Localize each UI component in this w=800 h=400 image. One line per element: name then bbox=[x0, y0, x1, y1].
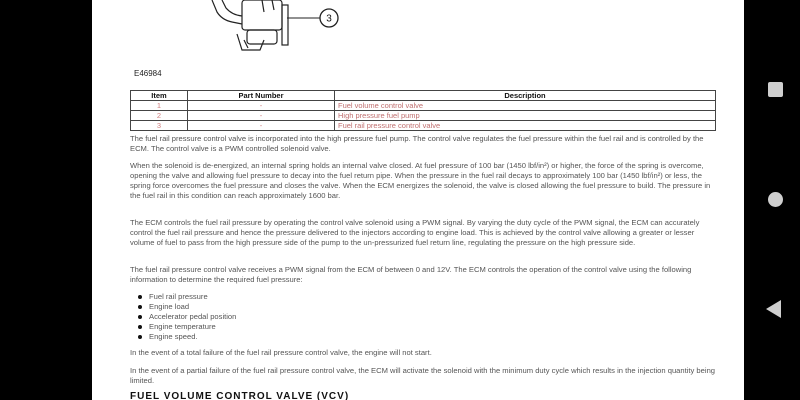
column-header-part-number: Part Number bbox=[188, 91, 335, 101]
list-item bbox=[130, 292, 236, 302]
back-icon[interactable] bbox=[766, 300, 781, 318]
column-header-description: Description bbox=[335, 91, 716, 101]
list-item bbox=[130, 312, 236, 322]
cell-part-number: - bbox=[188, 101, 335, 111]
paragraph-1 bbox=[130, 134, 720, 154]
cell-description: High pressure fuel pump bbox=[335, 111, 716, 121]
list-item-text: Accelerator pedal position bbox=[149, 312, 237, 321]
recents-icon[interactable] bbox=[768, 82, 783, 97]
list-item-text: Fuel rail pressure bbox=[149, 292, 208, 301]
list-item bbox=[130, 302, 236, 312]
cell-part-number: - bbox=[188, 111, 335, 121]
bullet-icon bbox=[138, 325, 142, 329]
cell-item: 3 bbox=[131, 121, 188, 131]
android-nav-bar bbox=[744, 0, 800, 400]
table-row bbox=[131, 101, 716, 111]
column-header-item: Item bbox=[131, 91, 188, 101]
cell-item: 2 bbox=[131, 111, 188, 121]
list-item-text: Engine speed. bbox=[149, 332, 198, 341]
callout-number: 3 bbox=[326, 13, 332, 25]
document-page bbox=[92, 0, 744, 400]
list-item bbox=[130, 322, 236, 332]
paragraph-text: The fuel rail pressure control valve receives a PWM signal from the ECM of between 0 and 12V. The ECM controls the operation of the control valve using the following information to determine the required fuel pressure: bbox=[130, 265, 692, 285]
cell-item: 1 bbox=[131, 101, 188, 111]
parts-table bbox=[130, 90, 716, 131]
cell-part-number: - bbox=[188, 121, 335, 131]
paragraph-text: In the event of a partial failure of the fuel rail pressure control valve, the ECM will activate the solenoid with the minimum duty cycle which results in the injection quantity being limited. bbox=[130, 366, 716, 386]
paragraph-6 bbox=[130, 366, 720, 386]
bullet-icon bbox=[138, 315, 142, 319]
table-row bbox=[131, 111, 716, 121]
bullet-icon bbox=[138, 295, 142, 299]
paragraph-3 bbox=[130, 218, 720, 248]
paragraph-4 bbox=[130, 265, 720, 285]
list-item bbox=[130, 332, 236, 342]
bullet-list bbox=[130, 292, 236, 342]
paragraph-5 bbox=[130, 348, 720, 358]
paragraph-text: When the solenoid is de-energized, an internal spring holds an internal valve closed. At fuel pressure of 100 bar (1450 lbf/in²) or higher, the force of the spring is overcome, opening the valve and allowing fuel pressure to decay into the fuel return pipe. When the pressure in the fuel rail decays to approximately 100 bar (1450 lbf/in²) or less, the spring force overcomes the fuel pressure and closes the valve. When the ECM energizes the solenoid, the valve is closed allowing the fuel pressure to build. The pressure in the fuel rail in this condition can reach approximately 1600 bar. bbox=[130, 161, 711, 201]
table-header-row bbox=[131, 91, 716, 101]
pump-illustration bbox=[92, 0, 744, 70]
table-row bbox=[131, 121, 716, 131]
list-item-text: Engine load bbox=[149, 302, 190, 311]
home-icon[interactable] bbox=[768, 192, 783, 207]
list-item-text: Engine temperature bbox=[149, 322, 216, 331]
paragraph-text: The fuel rail pressure control valve is incorporated into the high pressure fuel pump. The control valve regulates the fuel pressure within the fuel rail and is controlled by the ECM. The control valve is a PWM controlled solenoid valve. bbox=[130, 134, 704, 154]
bullet-icon bbox=[138, 335, 142, 339]
cell-description: Fuel rail pressure control valve bbox=[335, 121, 716, 131]
section-heading: FUEL VOLUME CONTROL VALVE (VCV) bbox=[130, 391, 350, 400]
paragraph-2 bbox=[130, 161, 720, 201]
cell-description: Fuel volume control valve bbox=[335, 101, 716, 111]
figure-id: E46984 bbox=[134, 69, 162, 78]
paragraph-text: In the event of a total failure of the fuel rail pressure control valve, the engine will not start. bbox=[130, 348, 432, 357]
bullet-icon bbox=[138, 305, 142, 309]
paragraph-text: The ECM controls the fuel rail pressure by operating the control valve solenoid using a PWM signal. By varying the duty cycle of the PWM signal, the ECM can accurately control the fuel rail pressure and hence the pressure delivered to the injectors according to engine load. This is achieved by the control valve allowing a greater or lesser volume of fuel to pass from the high pressure side of the pump to the un-pressurized fuel return line, regulating the pressure on the high pressure side. bbox=[130, 218, 700, 248]
